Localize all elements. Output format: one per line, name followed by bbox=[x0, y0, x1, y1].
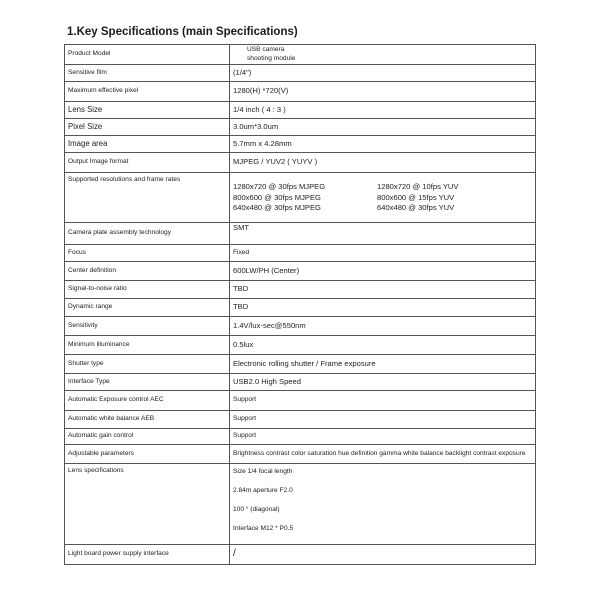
resolution-grid bbox=[233, 182, 532, 213]
spec-value: Brightness contrast color saturation hue definition gamma white balance backlight contrast exposure bbox=[230, 445, 536, 464]
resolution-left: 800x600 @ 30fps MJPEG bbox=[233, 192, 321, 202]
spec-value bbox=[230, 464, 536, 545]
spec-label: Center definition bbox=[65, 262, 230, 281]
table-row bbox=[65, 82, 536, 102]
spec-label: Pixel Size bbox=[65, 119, 230, 136]
spec-label: Lens specifications bbox=[65, 464, 230, 545]
table-row bbox=[65, 336, 536, 355]
table-row bbox=[65, 411, 536, 429]
table-row bbox=[65, 317, 536, 336]
spec-value: TBD bbox=[230, 281, 536, 299]
spec-value: 1/4 inch ( 4 : 3 ) bbox=[230, 102, 536, 119]
spec-value: Support bbox=[230, 411, 536, 429]
spec-label: Product Model bbox=[65, 45, 230, 65]
spec-value: 600LW/PH (Center) bbox=[230, 262, 536, 281]
spec-label: Minimum illuminance bbox=[65, 336, 230, 355]
spec-value: 1.4V/lux-sec@550nm bbox=[230, 317, 536, 336]
spec-label: Light board power supply interface bbox=[65, 545, 230, 565]
spec-value: Fixed bbox=[230, 245, 536, 262]
table-row bbox=[65, 374, 536, 391]
table-row bbox=[65, 119, 536, 136]
spec-label: Signal-to-noise ratio bbox=[65, 281, 230, 299]
table-row bbox=[65, 299, 536, 317]
spec-label: Dynamic range bbox=[65, 299, 230, 317]
spec-value bbox=[230, 173, 536, 223]
spec-label: Adjustable parameters bbox=[65, 445, 230, 464]
spec-value: SMT bbox=[230, 223, 536, 245]
spec-label: Automatic gain control bbox=[65, 429, 230, 445]
spec-value: 5.7mm x 4.28mm bbox=[230, 136, 536, 153]
spec-value: 0.5lux bbox=[230, 336, 536, 355]
table-row bbox=[65, 65, 536, 82]
resolution-left: 1280x720 @ 30fps MJPEG bbox=[233, 182, 326, 192]
table-row bbox=[65, 223, 536, 245]
spec-value: 3.0um*3.0um bbox=[230, 119, 536, 136]
lens-line: 2.84m aperture F2.0 bbox=[233, 487, 293, 494]
table-row bbox=[65, 173, 536, 223]
spec-value: Support bbox=[230, 429, 536, 445]
spec-value: / bbox=[230, 545, 536, 565]
spec-value: Support bbox=[230, 391, 536, 411]
table-row bbox=[65, 429, 536, 445]
lens-line: 100 ° (diagonal) bbox=[233, 506, 280, 513]
table-row bbox=[65, 391, 536, 411]
spec-label: Shutter type bbox=[65, 355, 230, 374]
table-row bbox=[65, 45, 536, 65]
table-row bbox=[65, 355, 536, 374]
header-value-line1: USB camera bbox=[247, 46, 285, 53]
spec-label: Sensitive film bbox=[65, 65, 230, 82]
table-row bbox=[65, 245, 536, 262]
spec-label: Focus bbox=[65, 245, 230, 262]
resolution-left: 640x480 @ 30fps MJPEG bbox=[233, 203, 321, 213]
table-row bbox=[65, 281, 536, 299]
spec-label: Interface Type bbox=[65, 374, 230, 391]
resolution-right: 1280x720 @ 10fps YUV bbox=[377, 182, 459, 192]
table-row bbox=[65, 102, 536, 119]
table-row bbox=[65, 153, 536, 173]
lens-line: Interface M12 * P0.5 bbox=[233, 525, 294, 532]
spec-label: Automatic Exposure control AEC bbox=[65, 391, 230, 411]
resolution-right: 800x600 @ 15fps YUV bbox=[377, 192, 455, 202]
spec-value: (1/4") bbox=[230, 65, 536, 82]
spec-value bbox=[230, 45, 536, 65]
spec-label: Output Image format bbox=[65, 153, 230, 173]
spec-value: MJPEG / YUV2 ( YUYV ) bbox=[230, 153, 536, 173]
spec-label: Lens Size bbox=[65, 102, 230, 119]
spec-label: Camera plate assembly technology bbox=[65, 223, 230, 245]
spec-label: Automatic white balance AEB bbox=[65, 411, 230, 429]
table-row bbox=[65, 545, 536, 565]
spec-label: Maximum effective pixel bbox=[65, 82, 230, 102]
table-row bbox=[65, 136, 536, 153]
table-row bbox=[65, 262, 536, 281]
spec-label: Image area bbox=[65, 136, 230, 153]
spec-value: Electronic rolling shutter / Frame exposure bbox=[230, 355, 536, 374]
table-row bbox=[65, 464, 536, 545]
header-value-line2: shooting module bbox=[247, 54, 296, 62]
document-title: 1.Key Specifications (main Specifications) bbox=[67, 26, 298, 38]
spec-value: 1280(H) *720(V) bbox=[230, 82, 536, 102]
spec-value: USB2.0 High Speed bbox=[230, 374, 536, 391]
spec-label: Sensitivity bbox=[65, 317, 230, 336]
lens-line: Size 1/4 focal length bbox=[233, 468, 293, 475]
spec-value: TBD bbox=[230, 299, 536, 317]
resolution-right: 640x480 @ 30fps YUV bbox=[377, 203, 455, 213]
spec-table bbox=[64, 44, 536, 565]
spec-label: Supported resolutions and frame rates bbox=[65, 173, 230, 223]
table-row bbox=[65, 445, 536, 464]
